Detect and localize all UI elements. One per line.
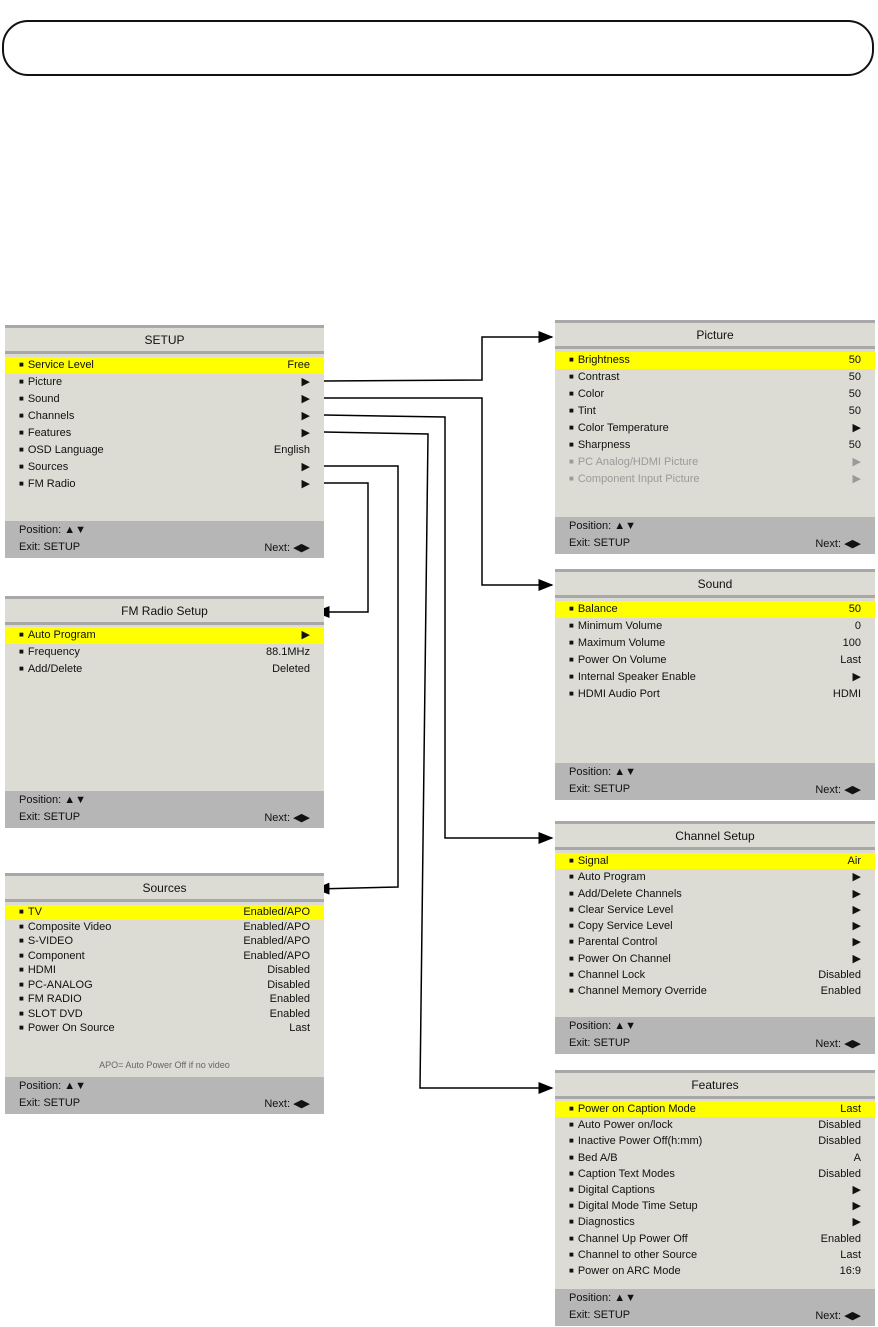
connector-sound: [324, 398, 552, 585]
menu-item-channel-to-other-source[interactable]: ■ Channel to other Source Last: [555, 1247, 875, 1263]
sources-menu: [5, 873, 324, 1114]
menu-item-power-on-arc-mode[interactable]: ■ Power on ARC Mode 16:9: [555, 1263, 875, 1279]
menu-footer: [5, 791, 324, 828]
menu-item-digital-mode-time-setup[interactable]: ■ Digital Mode Time Setup ▶: [555, 1198, 875, 1214]
menu-item-auto-program-channel[interactable]: ■ Auto Program ▶: [555, 869, 875, 885]
menu-item-maximum-volume[interactable]: ■ Maximum Volume 100: [555, 635, 875, 652]
menu-footer: [5, 1077, 324, 1114]
menu-item-add-delete-channels[interactable]: ■ Add/Delete Channels ▶: [555, 886, 875, 902]
connector-sources: [316, 466, 398, 889]
menu-footer: [555, 1289, 875, 1326]
menu-footer: [555, 763, 875, 800]
setup-menu: [5, 325, 324, 558]
menu-item-add-delete[interactable]: ■ Add/Delete Deleted: [5, 661, 324, 678]
menu-item-balance[interactable]: ■ Balance 50: [555, 601, 875, 618]
next-hint: Next: ◀▶: [264, 1098, 310, 1110]
picture-menu-title: Picture: [555, 320, 875, 349]
next-hint: Next: ◀▶: [264, 542, 310, 554]
menu-item-tint[interactable]: ■ Tint 50: [555, 403, 875, 420]
menu-footer: [5, 521, 324, 558]
menu-item-channels[interactable]: ■ Channels ▶: [5, 408, 324, 425]
menu-item-pc-analog[interactable]: ■ PC-ANALOG Disabled: [5, 978, 324, 993]
menu-item-sources[interactable]: ■ Sources ▶: [5, 459, 324, 476]
connector-features: [324, 432, 552, 1088]
menu-item-power-on-source[interactable]: ■ Power On Source Last: [5, 1021, 324, 1036]
menu-item-auto-power-on-lock[interactable]: ■ Auto Power on/lock Disabled: [555, 1117, 875, 1133]
menu-item-color[interactable]: ■ Color 50: [555, 386, 875, 403]
menu-item-s-video[interactable]: ■ S-VIDEO Enabled/APO: [5, 934, 324, 949]
menu-item-contrast[interactable]: ■ Contrast 50: [555, 369, 875, 386]
menu-item-osd-language[interactable]: ■ OSD Language English: [5, 442, 324, 459]
menu-item-power-on-caption-mode[interactable]: ■ Power on Caption Mode Last: [555, 1101, 875, 1117]
menu-item-brightness[interactable]: ■ Brightness 50: [555, 352, 875, 369]
menu-item-fm-radio[interactable]: ■ FM Radio ▶: [5, 476, 324, 493]
position-hint: Position: ▲▼: [569, 520, 637, 532]
position-hint: Position: ▲▼: [19, 1080, 87, 1092]
menu-item-clear-service-level[interactable]: ■ Clear Service Level ▶: [555, 902, 875, 918]
menu-item-signal[interactable]: ■ Signal Air: [555, 853, 875, 869]
menu-item-bed-a-b[interactable]: ■ Bed A/B A: [555, 1150, 875, 1166]
menu-footer: [555, 517, 875, 554]
exit-hint: Exit: SETUP: [569, 537, 631, 549]
menu-item-inactive-power-off[interactable]: ■ Inactive Power Off(h:mm) Disabled: [555, 1133, 875, 1149]
connector-picture: [324, 337, 552, 381]
menu-item-minimum-volume[interactable]: ■ Minimum Volume 0: [555, 618, 875, 635]
position-hint: Position: ▲▼: [569, 766, 637, 778]
position-hint: Position: ▲▼: [569, 1020, 637, 1032]
menu-item-internal-speaker-enable[interactable]: ■ Internal Speaker Enable ▶: [555, 669, 875, 686]
sound-menu-title: Sound: [555, 569, 875, 598]
menu-item-channel-memory-override[interactable]: ■ Channel Memory Override Enabled: [555, 983, 875, 999]
menu-item-slot-dvd[interactable]: ■ SLOT DVD Enabled: [5, 1007, 324, 1022]
channel-setup-menu: [555, 821, 875, 1054]
menu-item-auto-program[interactable]: ■ Auto Program ▶: [5, 627, 324, 644]
exit-hint: Exit: SETUP: [569, 1309, 631, 1321]
menu-item-power-on-volume[interactable]: ■ Power On Volume Last: [555, 652, 875, 669]
connector-channels: [324, 415, 552, 838]
menu-item-hdmi-audio-port[interactable]: ■ HDMI Audio Port HDMI: [555, 686, 875, 703]
menu-item-diagnostics[interactable]: ■ Diagnostics ▶: [555, 1214, 875, 1230]
menu-item-component-input-picture: ■ Component Input Picture ▶: [555, 471, 875, 488]
channel-setup-menu-title: Channel Setup: [555, 821, 875, 850]
exit-hint: Exit: SETUP: [569, 783, 631, 795]
exit-hint: Exit: SETUP: [19, 811, 81, 823]
setup-menu-title: SETUP: [5, 325, 324, 354]
fm-radio-menu-title: FM Radio Setup: [5, 596, 324, 625]
next-hint: Next: ◀▶: [815, 1038, 861, 1050]
menu-item-pc-analog-hdmi-picture: ■ PC Analog/HDMI Picture ▶: [555, 454, 875, 471]
menu-item-power-on-channel[interactable]: ■ Power On Channel ▶: [555, 951, 875, 967]
sound-menu: [555, 569, 875, 800]
exit-hint: Exit: SETUP: [19, 1097, 81, 1109]
menu-item-hdmi[interactable]: ■ HDMI Disabled: [5, 963, 324, 978]
exit-hint: Exit: SETUP: [569, 1037, 631, 1049]
menu-footer: [555, 1017, 875, 1054]
menu-item-fm-radio-source[interactable]: ■ FM RADIO Enabled: [5, 992, 324, 1007]
menu-item-frequency[interactable]: ■ Frequency 88.1MHz: [5, 644, 324, 661]
sources-menu-title: Sources: [5, 873, 324, 902]
menu-item-sharpness[interactable]: ■ Sharpness 50: [555, 437, 875, 454]
next-hint: Next: ◀▶: [815, 538, 861, 550]
next-hint: Next: ◀▶: [815, 784, 861, 796]
menu-item-tv[interactable]: ■ TV Enabled/APO: [5, 905, 324, 920]
position-hint: Position: ▲▼: [19, 524, 87, 536]
fm-radio-menu: [5, 596, 324, 828]
menu-item-channel-lock[interactable]: ■ Channel Lock Disabled: [555, 967, 875, 983]
picture-menu: [555, 320, 875, 554]
menu-item-component[interactable]: ■ Component Enabled/APO: [5, 949, 324, 964]
menu-item-picture[interactable]: ■ Picture ▶: [5, 374, 324, 391]
menu-item-parental-control[interactable]: ■ Parental Control ▶: [555, 934, 875, 950]
menu-item-caption-text-modes[interactable]: ■ Caption Text Modes Disabled: [555, 1166, 875, 1182]
menu-item-features[interactable]: ■ Features ▶: [5, 425, 324, 442]
features-menu: [555, 1070, 875, 1326]
menu-item-digital-captions[interactable]: ■ Digital Captions ▶: [555, 1182, 875, 1198]
position-hint: Position: ▲▼: [569, 1292, 637, 1304]
features-menu-title: Features: [555, 1070, 875, 1099]
apo-note: APO= Auto Power Off if no video: [99, 1060, 230, 1070]
exit-hint: Exit: SETUP: [19, 541, 81, 553]
menu-item-sound[interactable]: ■ Sound ▶: [5, 391, 324, 408]
position-hint: Position: ▲▼: [19, 794, 87, 806]
menu-item-composite-video[interactable]: ■ Composite Video Enabled/APO: [5, 920, 324, 935]
menu-item-channel-up-power-off[interactable]: ■ Channel Up Power Off Enabled: [555, 1231, 875, 1247]
next-hint: Next: ◀▶: [815, 1310, 861, 1322]
next-hint: Next: ◀▶: [264, 812, 310, 824]
menu-item-service-level[interactable]: ■ Service Level Free: [5, 357, 324, 374]
menu-item-color-temperature[interactable]: ■ Color Temperature ▶: [555, 420, 875, 437]
menu-item-copy-service-level[interactable]: ■ Copy Service Level ▶: [555, 918, 875, 934]
